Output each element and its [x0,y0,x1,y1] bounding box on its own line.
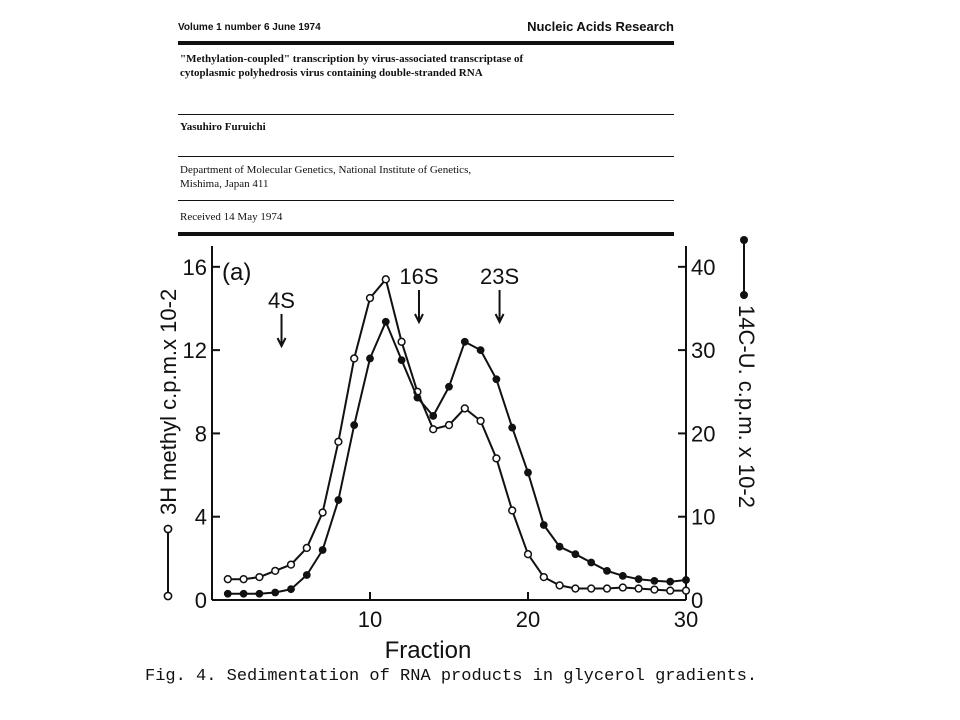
data-point [446,422,453,429]
data-point [256,574,263,581]
data-point [335,438,342,445]
open-circle-legend-icon [164,525,171,532]
data-point [398,338,405,345]
data-point [493,375,501,383]
data-point [493,455,500,462]
y-tick-label-left: 0 [194,588,207,613]
sedimentation-marker [480,264,519,322]
affiliation-line-1: Department of Molecular Genetics, National Institute of Genetics, [180,164,472,176]
data-point [556,543,564,551]
received-date: Received 14 May 1974 [180,211,283,223]
data-point [240,590,248,598]
y-axis-label-left: 3H methyl c.p.m.x 10-2 [156,288,181,515]
data-point [319,546,327,554]
series-open [224,276,689,594]
axes [183,246,716,632]
volume-info: Volume 1 number 6 June 1974 [178,22,321,33]
data-point [303,571,311,579]
author-name: Yasuhiro Furuichi [180,121,266,133]
data-point [445,383,453,391]
y-tick-label-right: 10 [691,504,716,530]
data-point [667,587,674,594]
data-point [271,589,279,597]
data-point [398,356,406,364]
journal-name: Nucleic Acids Research [527,19,674,34]
marker-label: 23S [479,264,520,289]
left-axis-title [156,289,181,600]
x-tick-label: 20 [515,607,541,632]
data-point [666,578,674,586]
data-point [588,585,595,592]
data-point [351,355,358,362]
data-point [572,585,579,592]
data-point [556,582,563,589]
series-line [228,279,686,590]
data-point [287,585,295,593]
figure-caption: Fig. 4. Sedimentation of RNA products in glycerol gradients. [145,667,758,686]
marker-label: 4S [268,288,295,313]
y-tick-label-right: 40 [691,254,716,280]
data-point [461,405,468,412]
filled-circle-legend-icon [740,236,748,244]
affiliation-line-2: Mishima, Japan 411 [180,178,269,190]
data-point [366,355,374,363]
y-tick-label-left: 16 [182,254,207,280]
data-point [224,590,232,598]
data-point [319,509,326,516]
x-axis-label: Fraction [384,637,472,664]
data-point [525,551,532,558]
data-point [303,545,310,552]
data-point [635,575,643,583]
data-point [350,421,358,429]
data-point [461,338,469,346]
data-point [430,426,437,433]
data-point [414,394,422,402]
sedimentation-marker [268,288,295,346]
data-point [509,507,516,514]
y-tick-label-left: 12 [182,338,207,364]
data-point [603,567,611,575]
data-point [382,276,389,283]
data-point [619,572,627,580]
y-tick-label-right: 0 [691,588,704,613]
sedimentation-marker [399,264,438,322]
marker-label: 16S [399,264,439,289]
data-point [240,576,247,583]
series-filled [224,318,690,598]
data-point [256,590,264,598]
data-point [619,584,626,591]
data-point [272,567,279,574]
data-point [682,576,690,584]
title-line-2: cytoplasmic polyhedrosis virus containing double-stranded RNA [180,67,483,79]
y-tick-label-right: 20 [691,421,716,447]
data-point [540,521,548,529]
data-point [367,295,374,302]
data-point [382,318,390,326]
data-point [604,585,611,592]
data-point [508,424,516,432]
data-point [651,586,658,593]
data-point [524,469,532,477]
y-axis-label-right: 14C-U. c.p.m. x 10-2 [734,305,759,508]
data-point [288,561,295,568]
data-point [477,346,485,354]
open-circle-legend-icon [164,592,171,599]
series-layer [224,276,690,598]
data-point [540,574,547,581]
data-point [477,418,484,425]
filled-circle-legend-icon [740,291,748,299]
series-line [228,322,686,594]
y-tick-label-right: 30 [691,338,716,364]
data-point [429,412,437,420]
panel-label: (a) [222,259,252,286]
data-point [572,550,580,558]
data-point [635,585,642,592]
y-tick-label-left: 4 [194,504,207,530]
y-tick-label-left: 8 [194,421,207,447]
x-tick-label: 10 [357,607,383,632]
data-point [651,577,659,585]
x-tick-label: 30 [673,607,699,632]
data-point [683,587,690,594]
data-point [224,576,231,583]
data-point [335,496,343,504]
right-axis-title [734,236,759,508]
title-line-1: "Methylation-coupled" transcription by virus-associated transcriptase of [180,53,524,65]
data-point [587,559,595,567]
